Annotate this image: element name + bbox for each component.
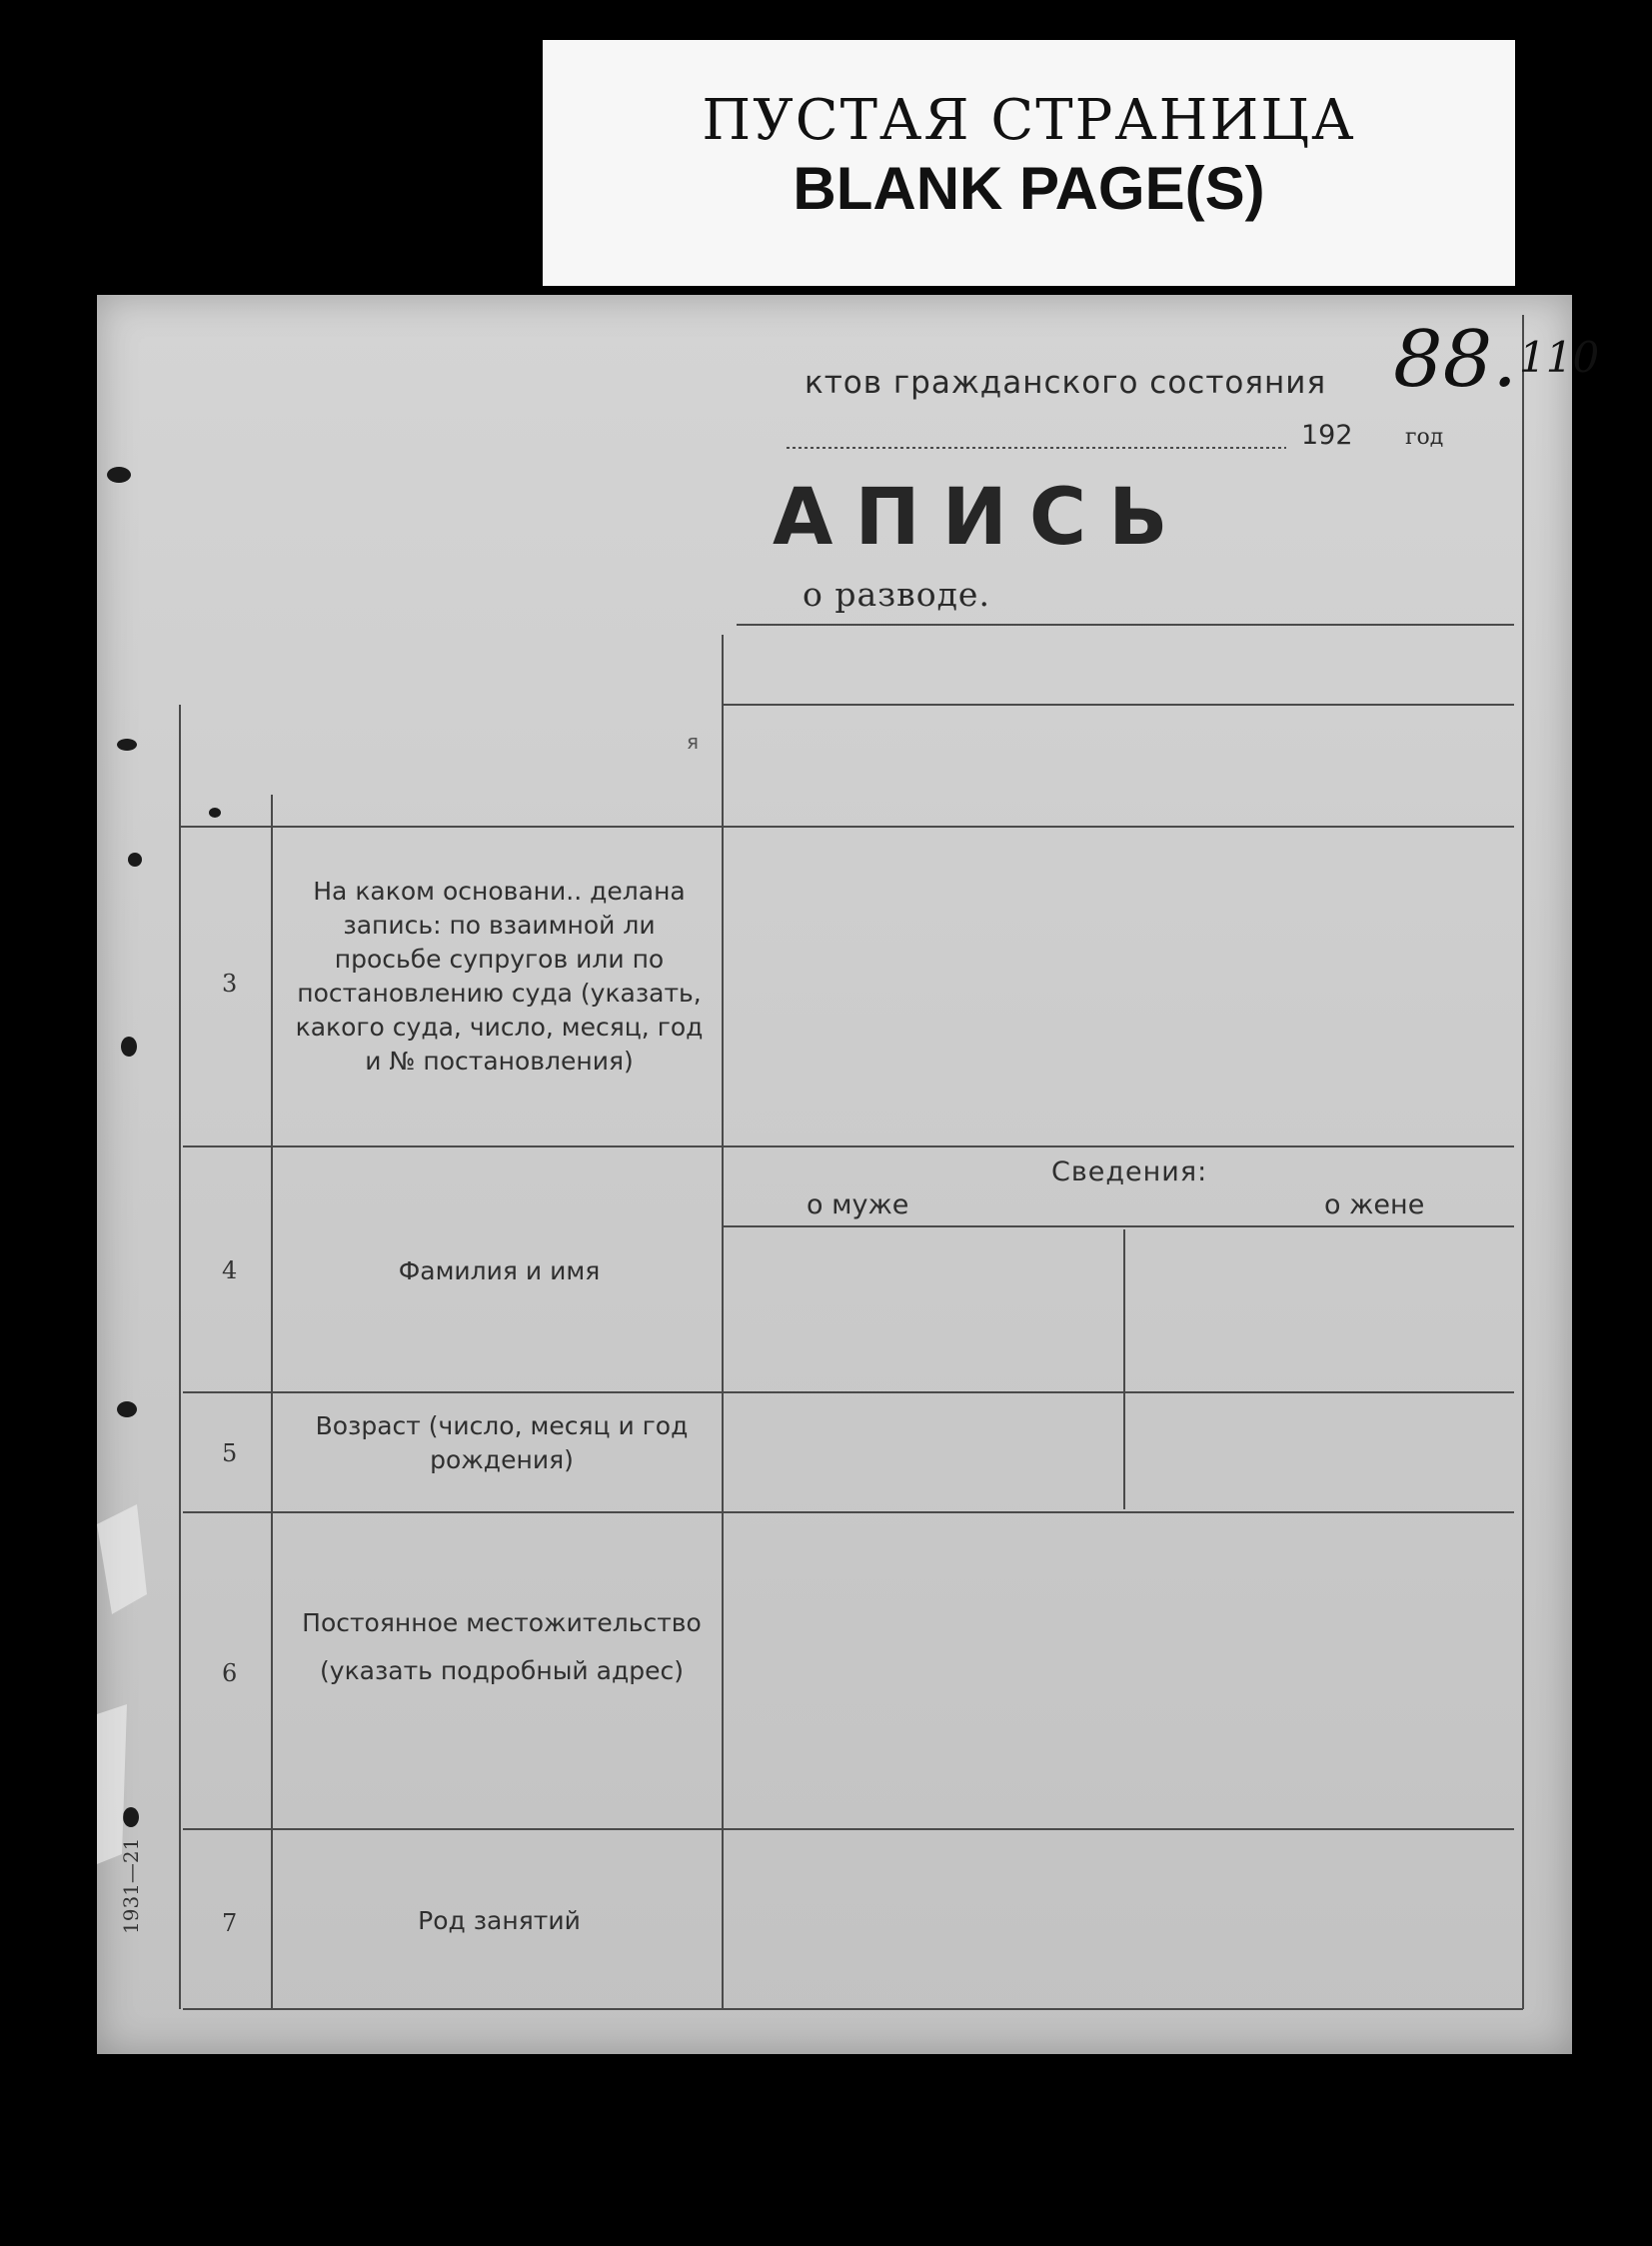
print-code: 1931—21 <box>119 1837 143 1934</box>
document-title: АПИСЬ <box>773 473 1190 563</box>
partial-row-label: я <box>687 730 700 754</box>
form-sheet <box>97 295 1600 2054</box>
row-number: 7 <box>222 1909 238 1937</box>
handwritten-page-number: 88. <box>1393 315 1518 405</box>
row-number: 3 <box>222 970 238 998</box>
header-year: 192 <box>1301 420 1353 451</box>
blank-page-label-english: BLANK PAGE(S) <box>793 155 1265 222</box>
handwritten-page-number-alt: 110 <box>1519 333 1600 382</box>
registry-office-header: ктов гражданского состояния <box>805 365 1327 401</box>
details-heading: Сведения: <box>1051 1156 1208 1187</box>
row-number: 4 <box>222 1256 238 1284</box>
blank-page-label <box>543 40 1515 286</box>
wife-column-label: о жене <box>1324 1189 1425 1220</box>
row-number: 6 <box>222 1659 238 1687</box>
header-year-unit: год <box>1405 425 1444 450</box>
husband-column-label: о муже <box>807 1189 909 1220</box>
row-label-name: Фамилия и имя <box>398 1256 601 1285</box>
row-label-residence: Постоянное местожительство (указать подробный адрес) <box>302 1608 702 1685</box>
row-label-occupation: Род занятий <box>418 1906 581 1935</box>
blank-page-label-russian: ПУСТАЯ СТРАНИЦА <box>702 88 1356 153</box>
row-label-age: Возраст (число, месяц и год рождения) <box>315 1411 689 1474</box>
row-number: 5 <box>222 1439 238 1467</box>
document-subtitle: о разводе. <box>803 575 990 614</box>
row-label-basis: На каком основани.. делана запись: по взаимной ли просьбе супругов или по постановлению суда (указать, какого суда, число, месяц, год и № постановления) <box>295 877 704 1076</box>
